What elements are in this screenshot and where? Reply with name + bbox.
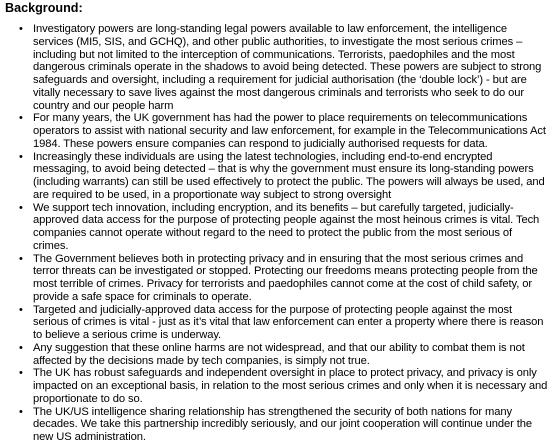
bullet-icon: •	[19, 150, 23, 163]
list-item	[0, 151, 557, 202]
list-item-text: The UK has robust safeguards and independent oversight in place to protect privacy, and privacy is only impacted on an exceptional basis, in relation to the most serious crimes and only when it is necessary and proportionate to do so.	[33, 367, 548, 405]
bullet-icon: •	[19, 341, 23, 354]
list-item	[0, 253, 557, 304]
bullet-list	[0, 23, 557, 444]
list-item-text: The UK/US intelligence sharing relationship has strengthened the security of both nations for many decades. We take this partnership incredibly seriously, and our joint cooperation will continue under the new US administration.	[33, 405, 533, 443]
bullet-icon: •	[19, 201, 23, 214]
list-item-text: We support tech innovation, including encryption, and its benefits – but carefully targeted, judicially-approved data access for the purpose of protecting people against the most heinous crimes is vital. Tech companies cannot operate without regard to the need to protect the public from the most serious of crimes.	[33, 201, 540, 252]
section-heading: Background:	[5, 1, 83, 15]
bullet-icon: •	[19, 367, 23, 380]
list-item-text: Increasingly these individuals are using the latest technologies, including end-to-end encrypted messaging, to avoid being detected – that is why the government must ensure its long-standing powers (including warrants) can still be used effectively to protect the public. The powers will always be used, and are required to be used, in a proportionate way subject to strong oversight	[33, 150, 545, 201]
list-item-text: For many years, the UK government has had the power to place requirements on telecommunications operators to assist with national security and law enforcement, for example in the Telecommunications Act 1984. These powers ensure companies can respond to judicially authorised requests for data.	[33, 112, 546, 150]
list-item-text: Any suggestion that these online harms are not widespread, and that our ability to combat them is not affected by the decisions made by tech companies, is simply not true.	[33, 341, 525, 367]
list-item-text: Investigatory powers are long-standing legal powers available to law enforcement, the intelligence services (MI5, SIS, and GCHQ), and other public authorities, to investigate the most serious crimes – including but not limited to the interception of communications. Terrorists, paedophiles and the most dangerous criminals operate in the shadows to avoid being detected. These powers are subject to strong safeguards and oversight, including a requirement for judicial authorisation (the ‘double lock’) - but are vitally necessary to save lives against the most dangerous criminals and terrorists who seek to do our country and our people harm	[33, 23, 542, 112]
bullet-icon: •	[19, 303, 23, 316]
list-item	[0, 202, 557, 253]
list-item	[0, 23, 557, 112]
list-item-text: Targeted and judicially-approved data access for the purpose of protecting people against the most serious of crimes is vital - just as it’s vital that law enforcement can enter a property where there is reason to believe a serious crime is underway.	[33, 303, 544, 341]
bullet-icon: •	[19, 23, 23, 35]
bullet-icon: •	[19, 405, 23, 418]
list-item	[0, 367, 557, 405]
list-item	[0, 304, 557, 342]
list-item	[0, 342, 557, 368]
bullet-icon: •	[19, 112, 23, 125]
list-item	[0, 406, 557, 444]
bullet-icon: •	[19, 252, 23, 265]
list-item-text: The Government believes both in protecting privacy and in ensuring that the most serious crimes and terror threats can be investigated or stopped. Protecting our freedoms means protecting people from the most terrible of crimes. Privacy for terrorists and paedophiles cannot come at the cost of child safety, or provide a safe space for criminals to operate.	[33, 252, 538, 303]
list-item	[0, 112, 557, 150]
